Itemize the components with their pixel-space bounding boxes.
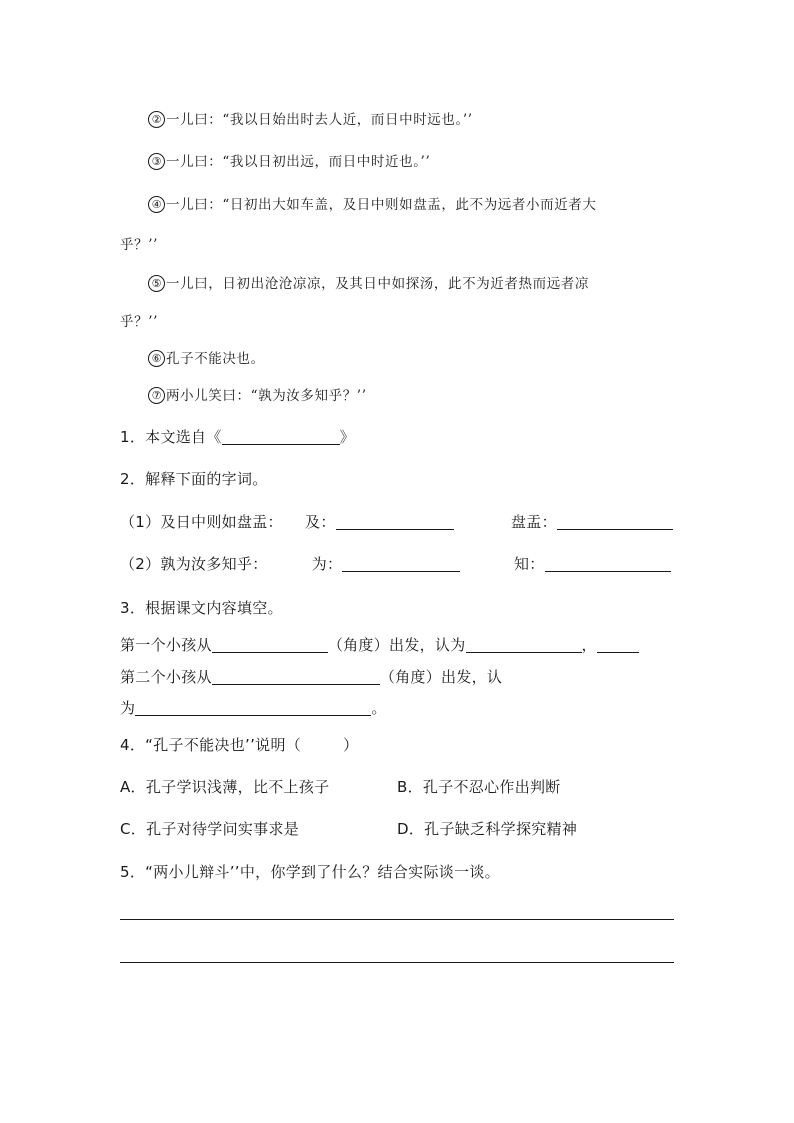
q2-item2-blank1[interactable] <box>342 557 460 572</box>
passage-text: 一儿曰：“我以日始出时去人近，而日中时远也。’’ <box>166 112 473 128</box>
question-5: 5．“两小儿辩斗’’中，你学到了什么？结合实际谈一谈。 <box>120 863 500 881</box>
q5-answer-line-1[interactable] <box>120 919 674 920</box>
question-3-title: 3．根据课文内容填空。 <box>120 599 283 617</box>
question-2-item-1 <box>120 511 454 532</box>
passage-text: 一儿曰：“我以日初出远，而日中时近也。’’ <box>166 154 431 170</box>
q2-item2-blank2[interactable] <box>545 557 671 572</box>
q3-line2-text-a: 第二个小孩从 <box>120 668 212 686</box>
q3-line3-text-b: 。 <box>371 699 387 717</box>
question-3-line-1 <box>120 634 639 655</box>
q3-line1-text-a: 第一个小孩从 <box>120 636 212 654</box>
q4-close: ） <box>343 736 359 754</box>
question-2-item-1-word2 <box>511 511 673 532</box>
q3-line3-blank[interactable] <box>135 701 371 716</box>
passage-line-5-cont <box>120 310 158 330</box>
circled-number: ⑦ <box>148 387 165 404</box>
question-3-line-3 <box>120 697 387 718</box>
circled-number: ⑥ <box>148 350 165 367</box>
q1-answer-blank[interactable] <box>222 430 340 445</box>
q3-line3-text-a: 为 <box>120 699 136 717</box>
passage-line-6 <box>148 347 265 367</box>
question-3-line-2 <box>120 666 502 687</box>
q4-option-c[interactable]: C．孔子对待学问实事求是 <box>120 820 300 838</box>
passage-line-3 <box>148 150 430 170</box>
q3-line1-blank3[interactable] <box>597 638 639 653</box>
passage-text: 孔子不能决也。 <box>166 351 265 367</box>
passage-text: 乎？’’ <box>120 237 158 253</box>
q1-prefix: 1．本文选自《 <box>120 428 222 446</box>
q2-item1-blank1[interactable] <box>336 515 454 530</box>
circled-number: ③ <box>148 153 165 170</box>
q4-option-a[interactable]: A．孔子学识浅薄，比不上孩子 <box>120 778 330 796</box>
passage-text: 一儿曰，日初出沧沧凉凉，及其日中如探汤，此不为近者热而远者凉 <box>166 276 589 292</box>
passage-line-4-cont <box>120 233 158 253</box>
passage-text: 一儿曰：“日初出大如车盖，及日中则如盘盂，此不为远者小而近者大 <box>166 197 597 213</box>
question-2-item-2 <box>120 553 460 574</box>
question-2-title: 2．解释下面的字词。 <box>120 470 268 488</box>
q3-line1-blank2[interactable] <box>466 638 582 653</box>
question-1 <box>120 426 355 447</box>
passage-line-4 <box>148 193 597 213</box>
circled-number: ⑤ <box>148 275 165 292</box>
q2-item2-word1: 为： <box>311 555 343 573</box>
q2-item1-label: （1）及日中则如盘盂： <box>120 513 283 531</box>
question-2-item-2-word2 <box>514 553 671 574</box>
q4-option-b[interactable]: B．孔子不忍心作出判断 <box>397 778 561 796</box>
q1-suffix: 》 <box>339 428 355 446</box>
q5-answer-line-2[interactable] <box>120 962 674 963</box>
q2-item1-word1: 及： <box>305 513 336 531</box>
q2-item1-blank2[interactable] <box>557 515 673 530</box>
q3-line1-blank1[interactable] <box>212 638 328 653</box>
passage-text: 两小儿笑曰：“孰为汝多知乎？’’ <box>166 388 367 404</box>
q2-item2-label: （2）孰为汝多知乎： <box>120 555 268 573</box>
q4-prompt: 4．“孔子不能决也’’说明（ <box>120 736 302 754</box>
circled-number: ② <box>148 111 165 128</box>
circled-number: ④ <box>148 196 165 213</box>
passage-text: 乎？’’ <box>120 314 158 330</box>
q3-line2-text-b: （角度）出发，认 <box>379 668 503 686</box>
q3-line2-blank[interactable] <box>212 670 380 685</box>
passage-line-2 <box>148 108 473 128</box>
q3-line1-text-b: （角度）出发，认为 <box>327 636 466 654</box>
q3-line1-text-c: ， <box>581 636 597 654</box>
question-4 <box>120 734 358 755</box>
passage-line-5 <box>148 272 589 292</box>
q2-item2-word2: 知： <box>514 555 545 573</box>
passage-line-7 <box>148 384 367 404</box>
q4-option-d[interactable]: D．孔子缺乏科学探究精神 <box>397 820 578 838</box>
q2-item1-word2: 盘盂： <box>511 513 557 531</box>
